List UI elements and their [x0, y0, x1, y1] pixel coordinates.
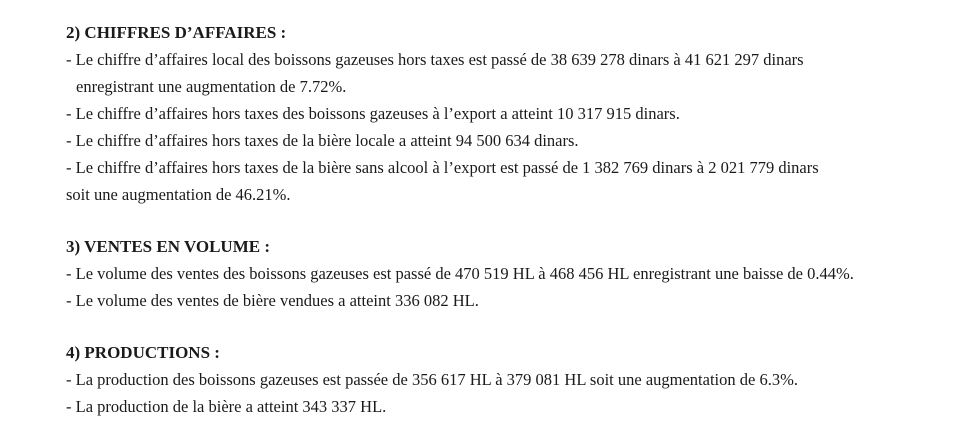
- paragraph-production-gazeuses: - La production des boissons gazeuses est passée de 356 617 HL à 379 081 HL soit une augmentation de 6.3%.: [66, 370, 798, 389]
- section-chiffres-affaires: [66, 20, 926, 208]
- paragraph-ca-biere-sans-alcool-line1: - Le chiffre d’affaires hors taxes de la bière sans alcool à l’export est passé de 1 382 769 dinars à 2 021 779 dinars: [66, 158, 819, 177]
- section-heading: 4) PRODUCTIONS :: [66, 343, 220, 362]
- section-heading: 2) CHIFFRES D’AFFAIRES :: [66, 23, 287, 42]
- paragraph-ventes-biere: - Le volume des ventes de bière vendues a atteint 336 082 HL.: [66, 291, 479, 310]
- document-body: [66, 20, 926, 420]
- section-heading: 3) VENTES EN VOLUME :: [66, 237, 271, 256]
- paragraph-ventes-gazeuses: - Le volume des ventes des boissons gazeuses est passé de 470 519 HL à 468 456 HL enregistrant une baisse de 0.44%.: [66, 264, 854, 283]
- paragraph-ca-export-gazeuses: - Le chiffre d’affaires hors taxes des boissons gazeuses à l’export a atteint 10 317 915 dinars.: [66, 104, 680, 123]
- paragraph-ca-local-line1: - Le chiffre d’affaires local des boissons gazeuses hors taxes est passé de 38 639 278 dinars à 41 621 297 dinars: [66, 50, 804, 69]
- paragraph-ca-biere-sans-alcool-line2: soit une augmentation de 46.21%.: [66, 185, 291, 204]
- paragraph-ca-biere-locale: - Le chiffre d’affaires hors taxes de la bière locale a atteint 94 500 634 dinars.: [66, 131, 579, 150]
- paragraph-production-biere: - La production de la bière a atteint 343 337 HL.: [66, 397, 387, 416]
- paragraph-ca-local-line2: enregistrant une augmentation de 7.72%.: [76, 77, 347, 96]
- section-ventes-volume: [66, 234, 926, 314]
- section-productions: [66, 340, 926, 420]
